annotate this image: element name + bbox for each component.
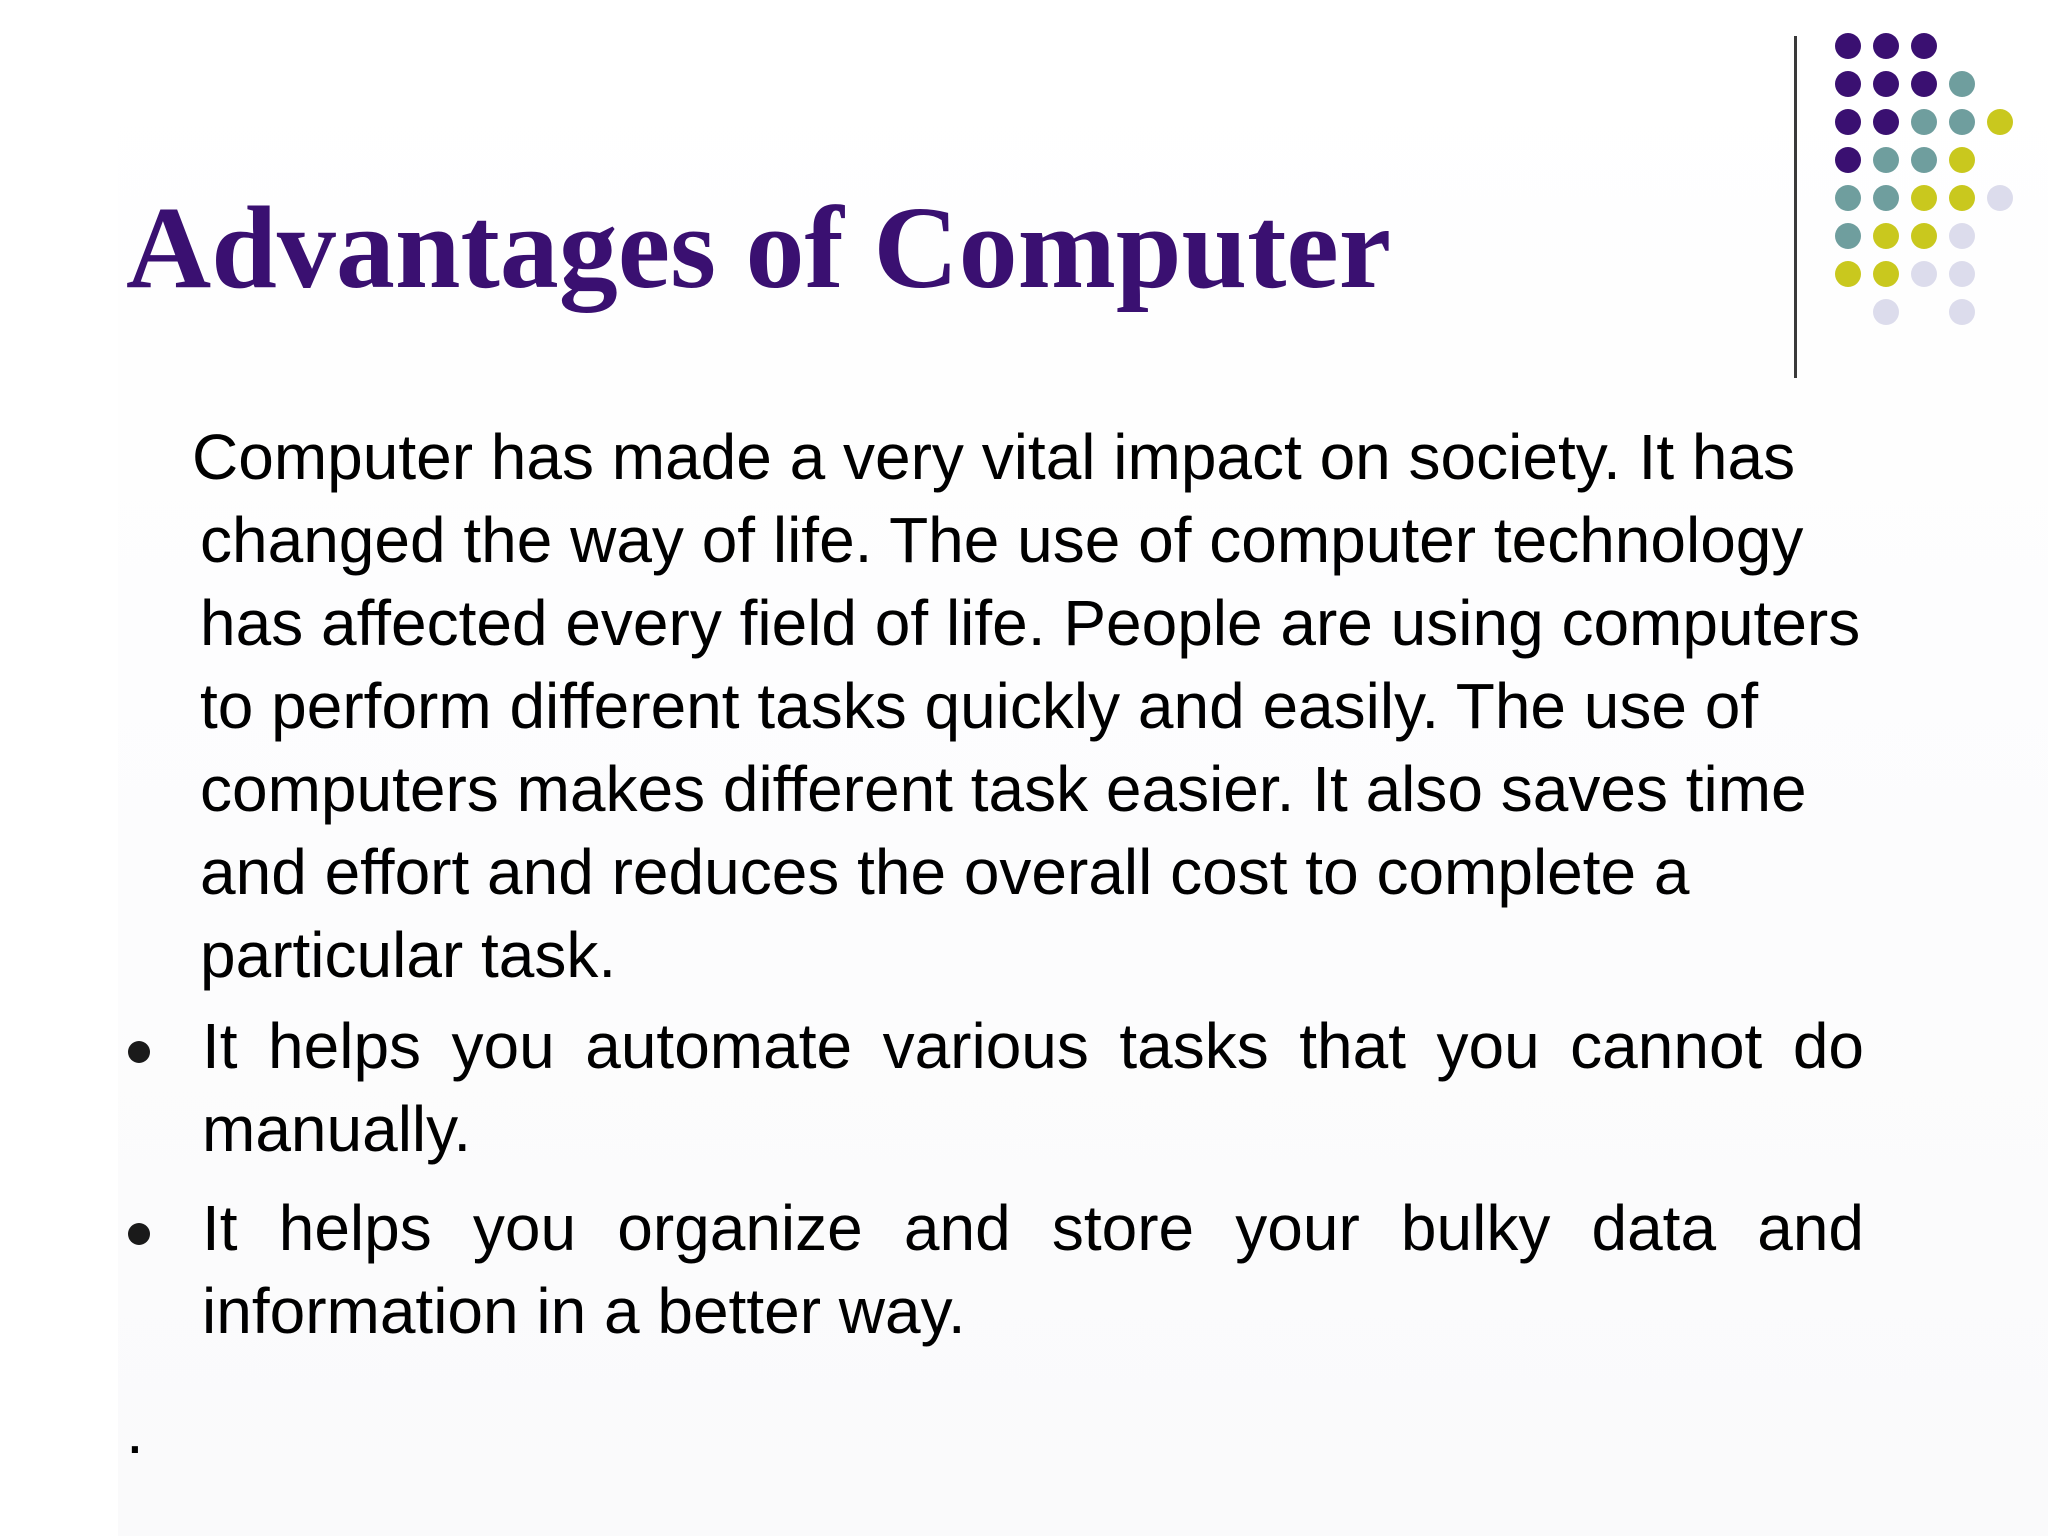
bullet-text: It helps you automate various tasks that you cannot do manually. [202,1010,1864,1165]
slide-title: Advantages of Computer [126,182,1392,313]
bullet-point-icon [128,1041,150,1063]
bullet-item [0,1187,2048,1353]
trailing-period: . [126,1395,144,1467]
bullet-text: It helps you organize and store your bulky data and information in a better way. [202,1192,1864,1347]
intro-paragraph: Computer has made a very vital impact on society. It has changed the way of life. The use of computer technology has affected every field of life. People are using computers to perform different tasks quickly and easily. The use of computers makes different task easier. It also saves time and effort and reduces the overall cost to complete a particular task. [192,421,1861,991]
bullet-list [0,1005,2048,1369]
bullet-item [0,1005,2048,1171]
bullet-point-icon [128,1223,150,1245]
